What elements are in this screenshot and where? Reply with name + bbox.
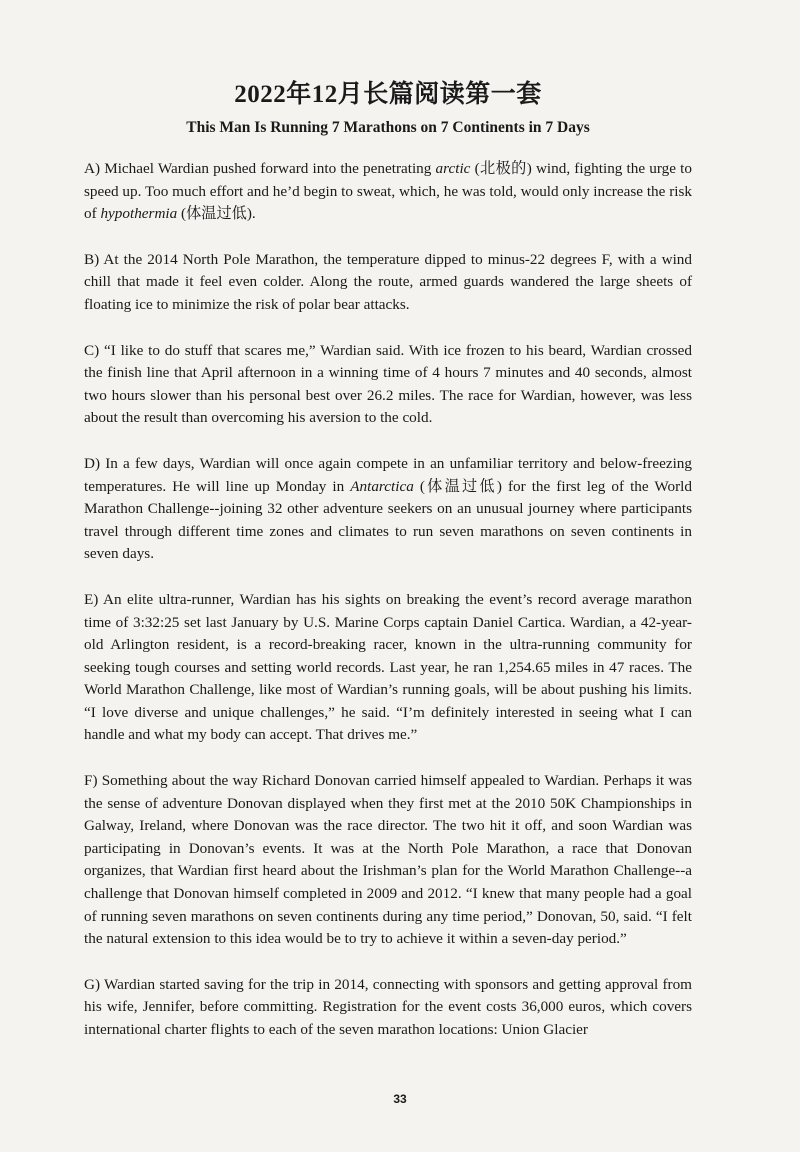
- term-antarctica: Antarctica: [350, 477, 414, 495]
- paragraph-c: C) “I like to do stuff that scares me,” Wardian said. With ice frozen to his beard, Wardian crossed the finish line that April afternoon in a winning time of 4 hours 7 minutes and 40 seconds, almost two hours slower than his personal best over 26.2 miles. The race for Wardian, however, was less about the result than overcoming his aversion to the cold.: [84, 341, 692, 427]
- article-title: This Man Is Running 7 Marathons on 7 Continents in 7 Days: [186, 119, 590, 136]
- paragraph-f: F) Something about the way Richard Donovan carried himself appealed to Wardian. Perhaps it was the sense of adventure Donovan displayed when they first met at the 2010 50K Championships in Galway, Ireland, where Donovan was the race director. The two hit it off, and soon Wardian was participating in Donovan’s events. It was at the North Pole Marathon, a race that Donovan organizes, that Wardian first heard about the Irishman’s plan for the World Marathon Challenge--a challenge that Donovan himself completed in 2009 and 2012. “I knew that many people had a goal of running seven marathons on seven continents during any time period,” Donovan, 50, said. “I felt the natural extension to this idea would be to try to achieve it within a seven-day period.”: [84, 772, 692, 948]
- paragraph-a: A) Michael Wardian pushed forward into the penetrating arctic (北极的) wind, fighting the urge to speed up. Too much effort and he’d begin to sweat, which, he was told, would only increase the risk of hypothermia (体温过低).: [84, 160, 692, 223]
- page-title: 2022年12月长篇阅读第一套: [234, 81, 542, 108]
- paragraph-g: G) Wardian started saving for the trip in 2014, connecting with sponsors and getting approval from his wife, Jennifer, before committing. Registration for the event costs 36,000 euros, which covers international charter flights to each of the seven marathon locations: Union Glacier: [84, 975, 692, 1038]
- paragraph-e: E) An elite ultra-runner, Wardian has his sights on breaking the event’s record average marathon time of 3:32:25 set last January by U.S. Marine Corps captain Daniel Cartica. Wardian, a 42-year-old Arlington resident, is a record-breaking racer, known in the ultra-running community for seeking tough courses and setting world records. Last year, he ran 1,254.65 miles in 47 races. The World Marathon Challenge, like most of Wardian’s running goals, will be about pushing his limits. “I love diverse and unique challenges,” he said. “I’m definitely interested in seeing what I can handle and what my body can accept. That drives me.”: [84, 590, 692, 744]
- term-hypothermia: hypothermia: [100, 205, 178, 223]
- paragraph-d: D) In a few days, Wardian will once again compete in an unfamiliar territory and below-freezing temperatures. He will line up Monday in Antarctica (体温过低) for the first leg of the World Marathon Challenge--joining 32 other adventure seekers on an unusual journey where participants travel through different time zones and climates to run seven marathons on seven continents in seven days.: [84, 454, 692, 563]
- page-number: 33: [393, 1092, 407, 1106]
- article-body: [84, 158, 692, 1042]
- paragraph-b: B) At the 2014 North Pole Marathon, the temperature dipped to minus-22 degrees F, with a wind chill that made it feel even colder. Along the route, armed guards wandered the large sheets of floating ice to minimize the risk of polar bear attacks.: [84, 250, 692, 313]
- term-arctic: arctic: [435, 160, 471, 177]
